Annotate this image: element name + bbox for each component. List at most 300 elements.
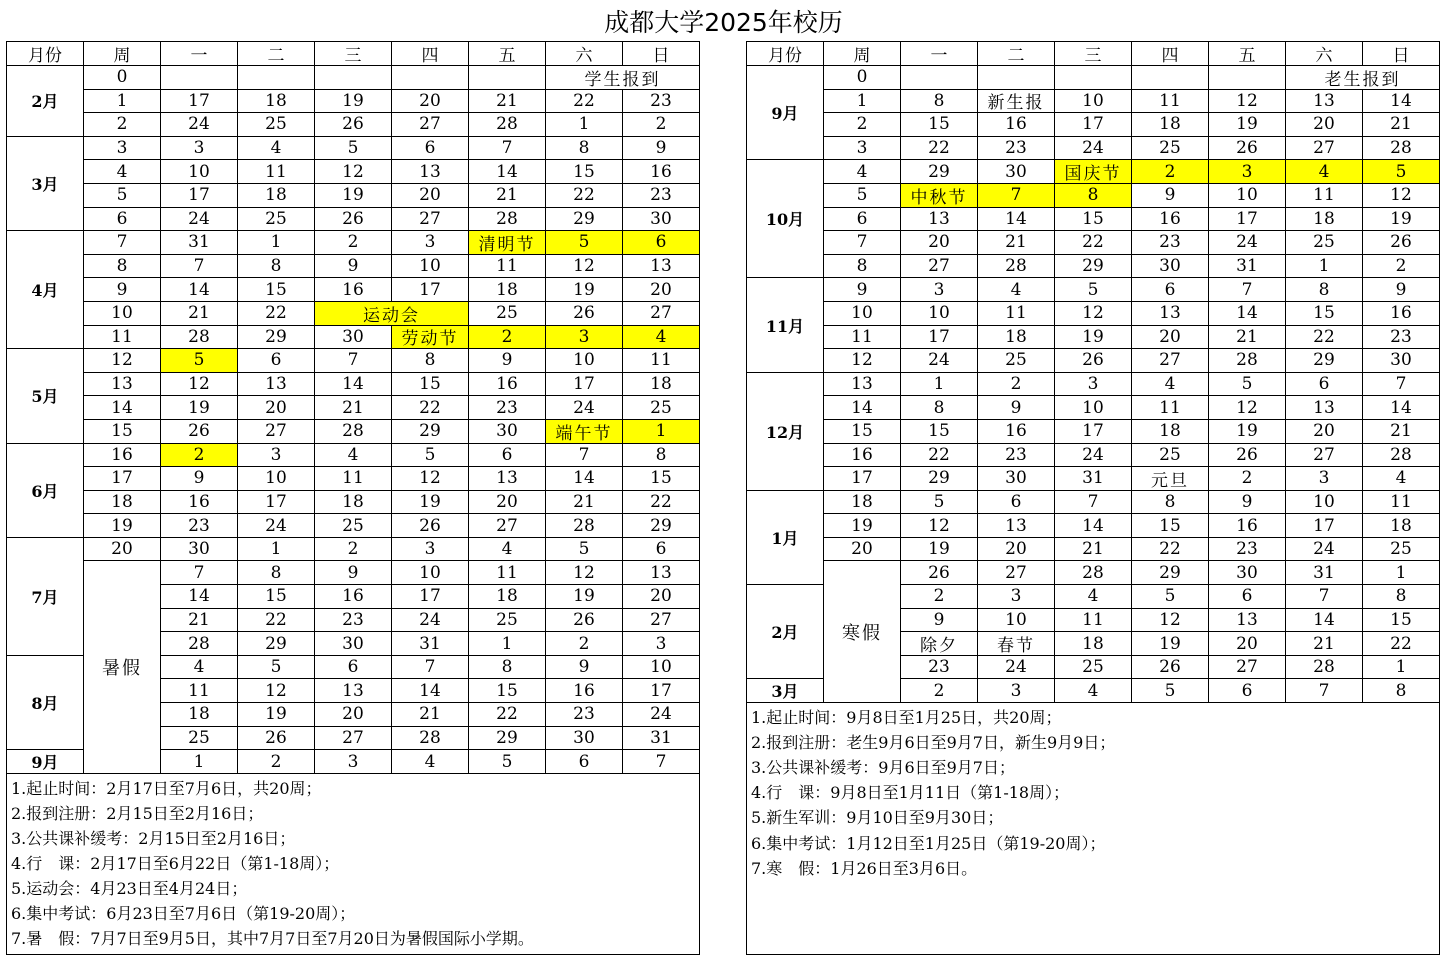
day-cell: 10 (1286, 490, 1363, 514)
day-cell: 14 (469, 159, 546, 183)
day-cell: 6 (1209, 678, 1286, 702)
day-cell: 3 (623, 631, 699, 655)
day-cell: 9 (901, 608, 978, 632)
day-cell: 3 (978, 584, 1055, 608)
spring-semester-calendar (6, 41, 700, 955)
day-cell: 18 (238, 183, 315, 207)
day-cell: 13 (238, 372, 315, 396)
day-cell: 4 (1286, 159, 1363, 183)
day-cell: 16 (1132, 207, 1209, 231)
day-cell: 8 (1132, 490, 1209, 514)
day-cell: 2 (1132, 159, 1209, 183)
weekday-header: 三 (1055, 41, 1132, 65)
month-label: 7月 (7, 537, 84, 655)
day-cell: 27 (469, 513, 546, 537)
week-number: 6 (824, 207, 901, 231)
day-cell: 25 (161, 726, 238, 750)
day-cell: 7 (161, 254, 238, 278)
day-cell: 25 (1132, 443, 1209, 467)
day-cell: 28 (1363, 443, 1439, 467)
day-cell: 10 (978, 608, 1055, 632)
day-cell: 10 (623, 655, 699, 679)
day-cell: 7 (978, 183, 1055, 207)
day-cell: 12 (901, 513, 978, 537)
week-number: 18 (84, 490, 161, 514)
day-cell: 3 (238, 443, 315, 467)
day-cell: 22 (546, 183, 623, 207)
day-cell: 19 (392, 490, 469, 514)
day-cell: 11 (623, 348, 699, 372)
week-number: 0 (84, 65, 161, 89)
day-cell: 26 (546, 301, 623, 325)
day-cell: 11 (469, 560, 546, 584)
day-cell: 1 (1363, 655, 1439, 679)
day-cell: 13 (623, 254, 699, 278)
day-cell: 3 (978, 678, 1055, 702)
day-cell: 20 (1286, 112, 1363, 136)
day-cell: 13 (901, 207, 978, 231)
day-cell: 21 (161, 608, 238, 632)
month-label: 3月 (747, 678, 824, 702)
day-cell: 20 (1132, 325, 1209, 349)
day-cell: 3 (1209, 159, 1286, 183)
day-cell: 21 (1363, 112, 1439, 136)
day-cell: 20 (978, 537, 1055, 561)
day-cell: 31 (1286, 560, 1363, 584)
day-cell: 24 (392, 608, 469, 632)
day-cell: 12 (392, 466, 469, 490)
day-cell: 15 (1132, 513, 1209, 537)
day-cell: 17 (161, 89, 238, 113)
day-cell: 9 (1363, 277, 1439, 301)
week-number: 20 (824, 537, 901, 561)
calendar-event-label: 端午节 (546, 419, 623, 443)
day-cell: 15 (546, 159, 623, 183)
calendar-event-label: 新生报 (978, 89, 1055, 113)
day-cell: 27 (1286, 443, 1363, 467)
day-cell: 19 (315, 183, 392, 207)
day-cell: 8 (1363, 584, 1439, 608)
calendar-event-label: 国庆节 (1055, 159, 1132, 183)
day-cell: 17 (1055, 112, 1132, 136)
day-cell: 2 (469, 325, 546, 349)
day-cell: 13 (392, 159, 469, 183)
week-number: 3 (824, 136, 901, 160)
day-cell: 31 (1055, 466, 1132, 490)
day-cell: 19 (1209, 112, 1286, 136)
week-number: 15 (84, 419, 161, 443)
day-cell: 14 (392, 678, 469, 702)
week-number: 15 (824, 419, 901, 443)
week-number: 20 (84, 537, 161, 561)
day-cell: 26 (1132, 655, 1209, 679)
day-cell (315, 65, 392, 89)
day-cell: 30 (1132, 254, 1209, 278)
note-line: 5.新生军训：9月10日至9月30日； (751, 808, 1004, 828)
spring-notes (7, 773, 699, 954)
day-cell: 21 (978, 230, 1055, 254)
day-cell: 6 (546, 749, 623, 773)
day-cell: 18 (978, 325, 1055, 349)
day-cell: 1 (161, 749, 238, 773)
day-cell: 26 (161, 419, 238, 443)
day-cell: 22 (901, 136, 978, 160)
day-cell: 27 (978, 560, 1055, 584)
day-cell: 12 (315, 159, 392, 183)
day-cell: 22 (1132, 537, 1209, 561)
day-cell: 2 (901, 584, 978, 608)
day-cell: 30 (315, 325, 392, 349)
day-cell: 5 (1132, 678, 1209, 702)
weekday-header: 四 (392, 41, 469, 65)
day-cell: 8 (1286, 277, 1363, 301)
week-number: 12 (84, 348, 161, 372)
day-cell: 18 (1132, 112, 1209, 136)
month-label: 9月 (7, 749, 84, 773)
day-cell: 6 (238, 348, 315, 372)
day-cell: 3 (392, 230, 469, 254)
day-cell: 17 (1055, 419, 1132, 443)
day-cell: 3 (1286, 466, 1363, 490)
day-cell: 4 (1363, 466, 1439, 490)
weekday-header: 二 (978, 41, 1055, 65)
day-cell: 1 (546, 112, 623, 136)
day-cell: 24 (623, 702, 699, 726)
weekday-header: 六 (546, 41, 623, 65)
day-cell: 28 (1363, 136, 1439, 160)
week-number: 2 (84, 112, 161, 136)
day-cell: 29 (1132, 560, 1209, 584)
day-cell: 4 (315, 443, 392, 467)
week-number: 10 (84, 301, 161, 325)
day-cell: 10 (238, 466, 315, 490)
day-cell: 30 (1363, 348, 1439, 372)
day-cell: 7 (392, 655, 469, 679)
vacation-label: 暑假 (84, 560, 161, 772)
day-cell: 24 (238, 513, 315, 537)
day-cell: 5 (546, 537, 623, 561)
day-cell: 17 (238, 490, 315, 514)
day-cell: 24 (1055, 443, 1132, 467)
week-column-header: 周 (84, 41, 161, 65)
day-cell: 31 (392, 631, 469, 655)
day-cell: 5 (315, 136, 392, 160)
note-line: 7.寒 假：1月26日至3月6日。 (751, 858, 978, 878)
day-cell: 10 (546, 348, 623, 372)
day-cell: 14 (546, 466, 623, 490)
day-cell: 25 (978, 348, 1055, 372)
day-cell: 11 (315, 466, 392, 490)
day-cell: 20 (623, 277, 699, 301)
day-cell: 3 (392, 537, 469, 561)
day-cell: 15 (1286, 301, 1363, 325)
week-number: 10 (824, 301, 901, 325)
day-cell: 2 (238, 749, 315, 773)
day-cell: 12 (1209, 395, 1286, 419)
month-column-header: 月份 (7, 41, 84, 65)
day-cell: 19 (1363, 207, 1439, 231)
day-cell: 29 (238, 631, 315, 655)
note-line: 7.暑 假：7月7日至9月5日，其中7月7日至7月20日为暑假国际小学期。 (11, 929, 534, 949)
day-cell: 15 (901, 419, 978, 443)
day-cell: 30 (546, 726, 623, 750)
day-cell: 9 (469, 348, 546, 372)
day-cell: 19 (315, 89, 392, 113)
day-cell: 13 (315, 678, 392, 702)
week-number: 16 (84, 443, 161, 467)
day-cell: 26 (901, 560, 978, 584)
day-cell: 29 (623, 513, 699, 537)
week-number: 5 (84, 183, 161, 207)
weekday-header: 五 (469, 41, 546, 65)
day-cell: 22 (1286, 325, 1363, 349)
day-cell: 30 (978, 466, 1055, 490)
day-cell: 15 (1363, 608, 1439, 632)
day-cell (469, 65, 546, 89)
day-cell: 12 (161, 372, 238, 396)
week-number: 0 (824, 65, 901, 89)
day-cell: 23 (901, 655, 978, 679)
weekday-header: 日 (623, 41, 699, 65)
day-cell (978, 65, 1055, 89)
day-cell: 5 (469, 749, 546, 773)
day-cell: 8 (901, 89, 978, 113)
week-number: 16 (824, 443, 901, 467)
day-cell: 18 (469, 277, 546, 301)
day-cell: 15 (1055, 207, 1132, 231)
day-cell: 23 (161, 513, 238, 537)
day-cell: 4 (1132, 372, 1209, 396)
week-column-header: 周 (824, 41, 901, 65)
week-number: 17 (84, 466, 161, 490)
week-number: 12 (824, 348, 901, 372)
day-cell: 9 (623, 136, 699, 160)
day-cell: 24 (546, 395, 623, 419)
day-cell: 13 (469, 466, 546, 490)
note-line: 2.报到注册：2月15日至2月16日； (11, 803, 264, 823)
day-cell: 20 (1209, 631, 1286, 655)
day-cell: 20 (238, 395, 315, 419)
day-cell: 8 (469, 655, 546, 679)
day-cell: 7 (315, 348, 392, 372)
month-label: 11月 (747, 277, 824, 371)
day-cell: 19 (238, 702, 315, 726)
day-cell: 20 (623, 584, 699, 608)
day-cell: 17 (546, 372, 623, 396)
day-cell: 25 (623, 395, 699, 419)
day-cell: 23 (1363, 325, 1439, 349)
day-cell: 27 (1132, 348, 1209, 372)
note-line: 1.起止时间：2月17日至7月6日，共20周； (11, 778, 322, 798)
day-cell: 20 (901, 230, 978, 254)
day-cell: 19 (1209, 419, 1286, 443)
day-cell: 21 (1209, 325, 1286, 349)
day-cell: 23 (1132, 230, 1209, 254)
day-cell: 18 (623, 372, 699, 396)
day-cell: 21 (315, 395, 392, 419)
day-cell: 21 (469, 89, 546, 113)
day-cell: 25 (1132, 136, 1209, 160)
day-cell: 23 (546, 702, 623, 726)
calendar-event-label: 学生报到 (546, 65, 699, 89)
day-cell: 14 (315, 372, 392, 396)
calendar-event-label: 除夕 (901, 631, 978, 655)
day-cell: 29 (1286, 348, 1363, 372)
week-number: 8 (824, 254, 901, 278)
day-cell: 5 (1132, 584, 1209, 608)
day-cell: 29 (901, 159, 978, 183)
day-cell: 11 (238, 159, 315, 183)
day-cell: 22 (1363, 631, 1439, 655)
day-cell: 15 (901, 112, 978, 136)
day-cell: 21 (1286, 631, 1363, 655)
day-cell: 28 (1286, 655, 1363, 679)
day-cell: 9 (546, 655, 623, 679)
note-line: 3.公共课补缓考：9月6日至9月7日； (751, 758, 1015, 778)
day-cell: 26 (392, 513, 469, 537)
day-cell: 5 (238, 655, 315, 679)
day-cell: 6 (1286, 372, 1363, 396)
day-cell: 19 (546, 584, 623, 608)
day-cell: 28 (392, 726, 469, 750)
day-cell: 23 (315, 608, 392, 632)
day-cell: 15 (469, 678, 546, 702)
week-number: 3 (84, 136, 161, 160)
day-cell (161, 65, 238, 89)
day-cell: 4 (238, 136, 315, 160)
day-cell: 23 (1209, 537, 1286, 561)
day-cell: 12 (546, 560, 623, 584)
day-cell: 1 (238, 537, 315, 561)
day-cell: 11 (469, 254, 546, 278)
month-label: 3月 (7, 136, 84, 230)
day-cell: 26 (315, 207, 392, 231)
day-cell: 18 (1363, 513, 1439, 537)
day-cell: 19 (1132, 631, 1209, 655)
note-line: 6.集中考试：6月23日至7月6日（第19-20周）； (11, 904, 356, 924)
day-cell: 13 (978, 513, 1055, 537)
weekday-header: 二 (238, 41, 315, 65)
day-cell: 13 (1209, 608, 1286, 632)
day-cell: 21 (1055, 537, 1132, 561)
day-cell: 17 (901, 325, 978, 349)
day-cell: 23 (469, 395, 546, 419)
month-label: 4月 (7, 230, 84, 348)
day-cell: 29 (238, 325, 315, 349)
day-cell: 21 (469, 183, 546, 207)
day-cell: 23 (978, 136, 1055, 160)
calendar-event-label: 春节 (978, 631, 1055, 655)
week-number: 4 (824, 159, 901, 183)
day-cell: 13 (1286, 395, 1363, 419)
vacation-label: 寒假 (824, 560, 901, 702)
day-cell: 1 (901, 372, 978, 396)
week-number: 9 (824, 277, 901, 301)
day-cell: 7 (1363, 372, 1439, 396)
day-cell: 16 (1363, 301, 1439, 325)
day-cell: 26 (315, 112, 392, 136)
day-cell: 5 (546, 230, 623, 254)
day-cell: 8 (392, 348, 469, 372)
day-cell: 18 (1055, 631, 1132, 655)
day-cell: 2 (315, 537, 392, 561)
day-cell: 26 (1055, 348, 1132, 372)
day-cell: 14 (1286, 608, 1363, 632)
month-label: 5月 (7, 348, 84, 442)
day-cell: 16 (469, 372, 546, 396)
day-cell: 15 (623, 466, 699, 490)
weekday-header: 日 (1363, 41, 1439, 65)
day-cell: 13 (623, 560, 699, 584)
day-cell: 6 (1132, 277, 1209, 301)
day-cell: 20 (392, 89, 469, 113)
day-cell: 6 (1209, 584, 1286, 608)
day-cell: 14 (161, 584, 238, 608)
month-label: 1月 (747, 490, 824, 584)
day-cell: 15 (238, 584, 315, 608)
day-cell: 19 (901, 537, 978, 561)
day-cell: 14 (1363, 89, 1439, 113)
day-cell: 17 (1209, 207, 1286, 231)
day-cell: 6 (623, 230, 699, 254)
day-cell: 18 (469, 584, 546, 608)
day-cell: 2 (623, 112, 699, 136)
day-cell: 22 (238, 301, 315, 325)
day-cell: 12 (238, 678, 315, 702)
day-cell: 12 (546, 254, 623, 278)
day-cell: 6 (469, 443, 546, 467)
day-cell: 13 (1286, 89, 1363, 113)
day-cell: 1 (1286, 254, 1363, 278)
day-cell: 20 (392, 183, 469, 207)
day-cell: 15 (392, 372, 469, 396)
day-cell: 16 (315, 584, 392, 608)
day-cell: 24 (1209, 230, 1286, 254)
day-cell: 7 (546, 443, 623, 467)
day-cell: 27 (623, 301, 699, 325)
day-cell: 11 (1132, 395, 1209, 419)
day-cell: 9 (1132, 183, 1209, 207)
week-number: 11 (84, 325, 161, 349)
day-cell: 11 (1363, 490, 1439, 514)
day-cell: 21 (1363, 419, 1439, 443)
day-cell: 2 (161, 443, 238, 467)
month-label: 12月 (747, 372, 824, 490)
day-cell: 29 (392, 419, 469, 443)
week-number: 13 (84, 372, 161, 396)
day-cell: 6 (315, 655, 392, 679)
day-cell: 22 (546, 89, 623, 113)
day-cell: 29 (546, 207, 623, 231)
day-cell: 19 (546, 277, 623, 301)
day-cell: 28 (1055, 560, 1132, 584)
day-cell: 29 (1055, 254, 1132, 278)
day-cell: 11 (161, 678, 238, 702)
day-cell: 6 (978, 490, 1055, 514)
day-cell: 26 (546, 608, 623, 632)
day-cell: 28 (469, 112, 546, 136)
day-cell: 16 (978, 112, 1055, 136)
day-cell: 17 (623, 678, 699, 702)
day-cell: 7 (1286, 678, 1363, 702)
day-cell: 25 (1363, 537, 1439, 561)
day-cell: 4 (392, 749, 469, 773)
page-title: 成都大学2025年校历 (604, 8, 843, 37)
day-cell: 10 (901, 301, 978, 325)
day-cell: 31 (161, 230, 238, 254)
day-cell: 4 (469, 537, 546, 561)
day-cell: 25 (238, 112, 315, 136)
